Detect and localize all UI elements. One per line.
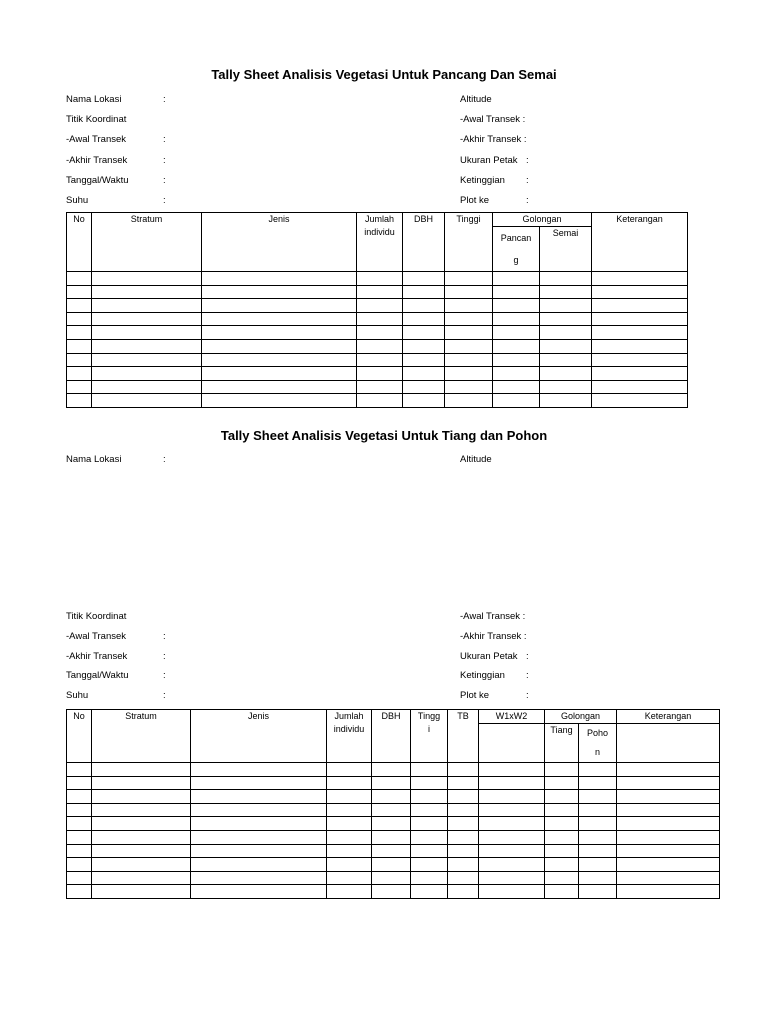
table-cell[interactable] <box>372 790 411 804</box>
table-cell[interactable] <box>448 871 479 885</box>
table-cell[interactable] <box>617 858 720 872</box>
table-cell[interactable] <box>617 885 720 899</box>
header-no: No <box>67 213 92 272</box>
sheet1-left-field-label: -Awal Transek <box>66 134 127 146</box>
table-cell[interactable] <box>445 339 493 353</box>
table-cell[interactable] <box>327 803 372 817</box>
table-cell[interactable] <box>92 885 191 899</box>
table-cell[interactable] <box>92 285 202 299</box>
table-cell[interactable] <box>357 367 403 381</box>
header-pohon: Poho n <box>579 724 617 763</box>
table-cell[interactable] <box>545 803 579 817</box>
header-dbh: DBH <box>372 710 411 763</box>
table-cell[interactable] <box>592 353 688 367</box>
table-row <box>67 790 720 804</box>
sheet1-title: Tally Sheet Analisis Vegetasi Untuk Pancang Dan Semai <box>211 67 557 82</box>
table-cell[interactable] <box>579 763 617 777</box>
table-cell[interactable] <box>403 380 445 394</box>
table-cell[interactable] <box>592 367 688 381</box>
table-cell[interactable] <box>92 844 191 858</box>
table-cell[interactable] <box>493 285 540 299</box>
table-cell[interactable] <box>92 353 202 367</box>
table-cell[interactable] <box>579 830 617 844</box>
table-cell[interactable] <box>92 776 191 790</box>
table-cell[interactable] <box>191 858 327 872</box>
table-cell[interactable] <box>445 367 493 381</box>
table-cell[interactable] <box>448 858 479 872</box>
sheet1-left-field-label: -Akhir Transek <box>66 154 128 166</box>
table-cell[interactable] <box>448 763 479 777</box>
table-cell[interactable] <box>357 299 403 313</box>
table-cell[interactable] <box>448 803 479 817</box>
header-golongan: Golongan <box>493 213 592 227</box>
table-cell[interactable] <box>67 830 92 844</box>
table-cell[interactable] <box>540 272 592 286</box>
table-cell[interactable] <box>92 817 191 831</box>
table-cell[interactable] <box>592 312 688 326</box>
table-cell[interactable] <box>411 817 448 831</box>
table-row <box>67 885 720 899</box>
sheet2-right-field-label: Ukuran Petak <box>460 650 518 662</box>
table-cell[interactable] <box>202 380 357 394</box>
sheet2-right-field-colon: : <box>526 670 529 682</box>
header-dbh: DBH <box>403 213 445 272</box>
header-jumlah-individu: Jumlah individu <box>357 213 403 272</box>
sheet2-left-field-label: Suhu <box>66 690 89 702</box>
table-cell[interactable] <box>202 339 357 353</box>
table-cell[interactable] <box>411 763 448 777</box>
sheet1-left-field-colon: : <box>163 174 166 186</box>
table-cell[interactable] <box>67 272 92 286</box>
table-cell[interactable] <box>592 339 688 353</box>
table-cell[interactable] <box>445 312 493 326</box>
table-cell[interactable] <box>617 830 720 844</box>
table-cell[interactable] <box>191 763 327 777</box>
table-cell[interactable] <box>202 312 357 326</box>
table-cell[interactable] <box>92 380 202 394</box>
table-cell[interactable] <box>67 885 92 899</box>
sheet1-right-field-colon: : <box>526 174 529 186</box>
table-cell[interactable] <box>191 817 327 831</box>
table-cell[interactable] <box>92 394 202 408</box>
table-row <box>67 763 720 777</box>
sheet2-left-field-label: Titik Koordinat <box>66 611 127 622</box>
header-tinggi: Tingg i <box>411 710 448 763</box>
table-cell[interactable] <box>327 885 372 899</box>
header-tinggi: Tinggi <box>445 213 493 272</box>
table-cell[interactable] <box>357 353 403 367</box>
table-cell[interactable] <box>479 763 545 777</box>
table-cell[interactable] <box>493 299 540 313</box>
table-row <box>67 339 688 353</box>
header-stratum: Stratum <box>92 710 191 763</box>
table-cell[interactable] <box>403 272 445 286</box>
sheet2-altitude-label: Altitude <box>460 454 492 465</box>
table-row <box>67 326 688 340</box>
header-jenis: Jenis <box>191 710 327 763</box>
table-cell[interactable] <box>357 380 403 394</box>
table-row <box>67 830 720 844</box>
table-cell[interactable] <box>448 817 479 831</box>
header-pancang: Pancan g <box>493 227 540 272</box>
table-cell[interactable] <box>579 885 617 899</box>
table-row <box>67 871 720 885</box>
table-cell[interactable] <box>479 803 545 817</box>
header-w1xw2: W1xW2 <box>479 710 545 724</box>
table-cell[interactable] <box>92 272 202 286</box>
table-cell[interactable] <box>579 871 617 885</box>
table-cell[interactable] <box>617 790 720 804</box>
table-cell[interactable] <box>445 326 493 340</box>
table-cell[interactable] <box>202 272 357 286</box>
sheet1-right-field-colon: : <box>526 154 529 166</box>
sheet2-left-field-label: Tanggal/Waktu <box>66 670 129 682</box>
table-row <box>67 380 688 394</box>
table-cell[interactable] <box>617 803 720 817</box>
header-keterangan: Keterangan <box>617 710 720 724</box>
table-cell[interactable] <box>411 803 448 817</box>
header-no: No <box>67 710 92 763</box>
table-cell[interactable] <box>202 394 357 408</box>
table-cell[interactable] <box>92 367 202 381</box>
table-cell[interactable] <box>67 763 92 777</box>
table-cell[interactable] <box>579 776 617 790</box>
table-cell[interactable] <box>191 790 327 804</box>
table-cell[interactable] <box>372 763 411 777</box>
table-cell[interactable] <box>479 817 545 831</box>
table-cell[interactable] <box>357 326 403 340</box>
table-row <box>67 394 688 408</box>
table-cell[interactable] <box>411 858 448 872</box>
table-row <box>67 285 688 299</box>
table-cell[interactable] <box>67 285 92 299</box>
table-cell[interactable] <box>92 326 202 340</box>
table-cell[interactable] <box>357 285 403 299</box>
table-cell[interactable] <box>540 339 592 353</box>
table-cell[interactable] <box>445 394 493 408</box>
table-row <box>67 299 688 313</box>
table-cell[interactable] <box>411 885 448 899</box>
sheet2-title: Tally Sheet Analisis Vegetasi Untuk Tiang dan Pohon <box>220 428 548 443</box>
sheet2-right-field-colon: : <box>526 690 529 702</box>
sheet2-nama-lokasi-colon: : <box>163 454 166 465</box>
table-cell[interactable] <box>92 312 202 326</box>
table-cell[interactable] <box>445 272 493 286</box>
sheet2-left-field-label: -Akhir Transek <box>66 650 128 662</box>
sheet1-left-field-colon: : <box>163 154 166 166</box>
table-cell[interactable] <box>592 285 688 299</box>
table-cell[interactable] <box>540 299 592 313</box>
table-cell[interactable] <box>411 776 448 790</box>
sheet1-right-field-label: -Akhir Transek : <box>460 134 527 146</box>
table-cell[interactable] <box>545 871 579 885</box>
table-cell[interactable] <box>411 844 448 858</box>
sheet1-right-field-colon: : <box>526 195 529 206</box>
header-golongan: Golongan <box>545 710 617 724</box>
table-cell[interactable] <box>92 299 202 313</box>
table-row <box>67 844 720 858</box>
table-cell[interactable] <box>540 285 592 299</box>
sheet2-left-field-colon: : <box>163 630 166 642</box>
table-cell[interactable] <box>545 817 579 831</box>
header-keterangan-sub <box>617 724 720 763</box>
table-cell[interactable] <box>545 763 579 777</box>
table-cell[interactable] <box>493 367 540 381</box>
table-cell[interactable] <box>592 299 688 313</box>
table-cell[interactable] <box>327 844 372 858</box>
header-keterangan: Keterangan <box>592 213 688 272</box>
table-cell[interactable] <box>403 339 445 353</box>
table-cell[interactable] <box>545 844 579 858</box>
table-cell[interactable] <box>592 380 688 394</box>
table-cell[interactable] <box>403 285 445 299</box>
sheet1-right-field-label: Ketinggian <box>460 174 505 186</box>
header-w1xw2-sub <box>479 724 545 763</box>
table-cell[interactable] <box>540 394 592 408</box>
table-cell[interactable] <box>579 858 617 872</box>
table-cell[interactable] <box>403 394 445 408</box>
table-cell[interactable] <box>202 353 357 367</box>
table-cell[interactable] <box>357 394 403 408</box>
sheet2-left-field-colon: : <box>163 670 166 682</box>
sheet1-left-field-label: Titik Koordinat <box>66 114 127 126</box>
sheet1-left-field-label: Tanggal/Waktu <box>66 174 129 186</box>
table-cell[interactable] <box>92 858 191 872</box>
table-cell[interactable] <box>403 299 445 313</box>
table-cell[interactable] <box>479 858 545 872</box>
table-cell[interactable] <box>357 272 403 286</box>
table-cell[interactable] <box>403 353 445 367</box>
table-cell[interactable] <box>372 871 411 885</box>
table-cell[interactable] <box>579 844 617 858</box>
sheet1-right-field-label: Altitude <box>460 94 492 105</box>
table-cell[interactable] <box>202 367 357 381</box>
table-cell[interactable] <box>372 858 411 872</box>
header-tb: TB <box>448 710 479 763</box>
table-cell[interactable] <box>448 844 479 858</box>
table-cell[interactable] <box>67 790 92 804</box>
table-cell[interactable] <box>67 394 92 408</box>
table-cell[interactable] <box>372 885 411 899</box>
table-cell[interactable] <box>617 844 720 858</box>
sheet2-nama-lokasi-label: Nama Lokasi <box>66 454 122 465</box>
table-cell[interactable] <box>327 776 372 790</box>
table-cell[interactable] <box>579 790 617 804</box>
table-cell[interactable] <box>372 844 411 858</box>
table-cell[interactable] <box>493 312 540 326</box>
table-cell[interactable] <box>545 830 579 844</box>
table-cell[interactable] <box>592 326 688 340</box>
table-cell[interactable] <box>67 803 92 817</box>
table-cell[interactable] <box>493 272 540 286</box>
table-cell[interactable] <box>372 803 411 817</box>
table-cell[interactable] <box>202 326 357 340</box>
table-cell[interactable] <box>579 817 617 831</box>
header-semai: Semai <box>540 227 592 272</box>
table-cell[interactable] <box>327 830 372 844</box>
table-cell[interactable] <box>445 299 493 313</box>
sheet2-left-field-colon: : <box>163 690 166 702</box>
sheet1-left-field-colon: : <box>163 134 166 146</box>
table-cell[interactable] <box>357 312 403 326</box>
sheet1-right-field-label: -Awal Transek : <box>460 114 526 126</box>
sheet2-right-field-label: -Awal Transek : <box>460 611 526 622</box>
table-row <box>67 272 688 286</box>
sheet1-tally-table <box>66 212 688 408</box>
table-cell[interactable] <box>92 830 191 844</box>
table-cell[interactable] <box>372 830 411 844</box>
sheet1-left-field-colon: : <box>163 195 166 206</box>
table-cell[interactable] <box>445 285 493 299</box>
table-row <box>67 817 720 831</box>
table-cell[interactable] <box>479 830 545 844</box>
table-cell[interactable] <box>191 871 327 885</box>
table-cell[interactable] <box>579 803 617 817</box>
table-cell[interactable] <box>479 844 545 858</box>
table-cell[interactable] <box>191 830 327 844</box>
table-cell[interactable] <box>327 858 372 872</box>
table-cell[interactable] <box>191 803 327 817</box>
table-cell[interactable] <box>545 858 579 872</box>
table-cell[interactable] <box>545 790 579 804</box>
table-row <box>67 312 688 326</box>
table-row <box>67 776 720 790</box>
table-cell[interactable] <box>545 776 579 790</box>
table-cell[interactable] <box>372 817 411 831</box>
sheet1-left-field-colon: : <box>163 94 166 105</box>
table-cell[interactable] <box>403 312 445 326</box>
table-cell[interactable] <box>493 353 540 367</box>
table-cell[interactable] <box>67 353 92 367</box>
sheet1-right-field-label: Plot ke <box>460 195 490 206</box>
table-cell[interactable] <box>202 285 357 299</box>
table-cell[interactable] <box>493 326 540 340</box>
table-cell[interactable] <box>92 790 191 804</box>
table-cell[interactable] <box>67 299 92 313</box>
table-row <box>67 367 688 381</box>
table-cell[interactable] <box>617 776 720 790</box>
table-cell[interactable] <box>493 394 540 408</box>
table-cell[interactable] <box>202 299 357 313</box>
table-cell[interactable] <box>67 858 92 872</box>
table-cell[interactable] <box>67 367 92 381</box>
table-cell[interactable] <box>479 885 545 899</box>
sheet1-right-field-label: Ukuran Petak <box>460 154 518 166</box>
table-cell[interactable] <box>191 885 327 899</box>
table-cell[interactable] <box>372 776 411 790</box>
table-cell[interactable] <box>67 776 92 790</box>
table-cell[interactable] <box>540 326 592 340</box>
table-cell[interactable] <box>67 844 92 858</box>
table-cell[interactable] <box>540 380 592 394</box>
header-stratum: Stratum <box>92 213 202 272</box>
table-row <box>67 803 720 817</box>
table-cell[interactable] <box>92 871 191 885</box>
sheet1-left-field-label: Suhu <box>66 195 89 206</box>
sheet2-tally-table <box>66 709 720 899</box>
table-cell[interactable] <box>92 803 191 817</box>
table-cell[interactable] <box>448 776 479 790</box>
table-cell[interactable] <box>540 353 592 367</box>
table-cell[interactable] <box>493 380 540 394</box>
header-jumlah-individu: Jumlah individu <box>327 710 372 763</box>
sheet2-right-field-label: Ketinggian <box>460 670 505 682</box>
table-cell[interactable] <box>411 830 448 844</box>
table-cell[interactable] <box>67 380 92 394</box>
table-cell[interactable] <box>67 312 92 326</box>
table-cell[interactable] <box>67 326 92 340</box>
sheet2-left-field-colon: : <box>163 650 166 662</box>
sheet1-left-field-label: Nama Lokasi <box>66 94 122 105</box>
table-cell[interactable] <box>327 790 372 804</box>
table-cell[interactable] <box>445 380 493 394</box>
table-cell[interactable] <box>617 817 720 831</box>
sheet2-right-field-colon: : <box>526 650 529 662</box>
table-row <box>67 353 688 367</box>
table-cell[interactable] <box>92 339 202 353</box>
table-cell[interactable] <box>191 844 327 858</box>
table-cell[interactable] <box>448 830 479 844</box>
table-cell[interactable] <box>540 367 592 381</box>
table-cell[interactable] <box>327 871 372 885</box>
table-cell[interactable] <box>92 763 191 777</box>
table-cell[interactable] <box>545 885 579 899</box>
table-cell[interactable] <box>191 776 327 790</box>
header-tiang: Tiang <box>545 724 579 763</box>
table-cell[interactable] <box>357 339 403 353</box>
sheet2-right-field-label: -Akhir Transek : <box>460 630 527 642</box>
table-cell[interactable] <box>67 817 92 831</box>
table-cell[interactable] <box>411 871 448 885</box>
table-cell[interactable] <box>327 763 372 777</box>
table-cell[interactable] <box>327 817 372 831</box>
table-cell[interactable] <box>479 871 545 885</box>
table-cell[interactable] <box>403 326 445 340</box>
table-cell[interactable] <box>445 353 493 367</box>
table-cell[interactable] <box>67 871 92 885</box>
table-cell[interactable] <box>617 871 720 885</box>
table-cell[interactable] <box>592 272 688 286</box>
table-cell[interactable] <box>493 339 540 353</box>
table-cell[interactable] <box>403 367 445 381</box>
table-row <box>67 858 720 872</box>
table-cell[interactable] <box>448 885 479 899</box>
table-cell[interactable] <box>411 790 448 804</box>
table-cell[interactable] <box>479 776 545 790</box>
sheet2-right-field-label: Plot ke <box>460 690 490 702</box>
table-cell[interactable] <box>592 394 688 408</box>
table-cell[interactable] <box>617 763 720 777</box>
table-cell[interactable] <box>67 339 92 353</box>
header-jenis: Jenis <box>202 213 357 272</box>
table-cell[interactable] <box>540 312 592 326</box>
table-cell[interactable] <box>479 790 545 804</box>
table-cell[interactable] <box>448 790 479 804</box>
sheet2-left-field-label: -Awal Transek <box>66 630 127 642</box>
